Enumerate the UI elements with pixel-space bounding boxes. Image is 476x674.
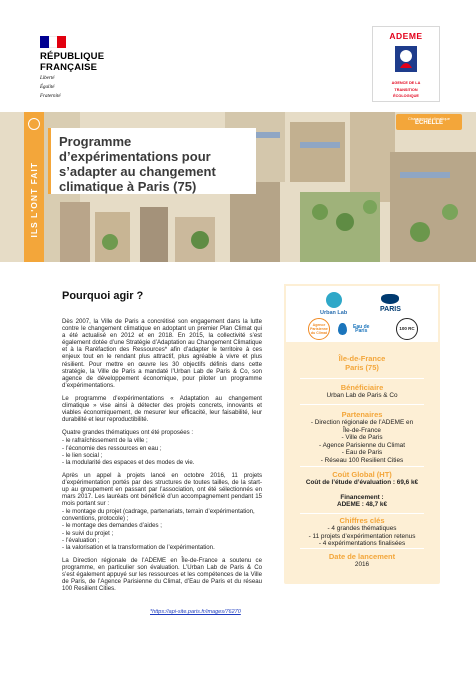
- divider: [300, 466, 424, 467]
- ademe-title: ADEME: [389, 31, 423, 41]
- list-item: - l’économie des ressources en eau ;: [62, 445, 262, 452]
- urban-lab-label: Urban Lab: [320, 310, 348, 316]
- page-title: Programme d’expérimentations pour s’adapter au changement climatique à Paris (75): [59, 134, 216, 194]
- support-list: [62, 508, 262, 551]
- paris-label: PARIS: [380, 306, 401, 313]
- ademe-sub-1: AGENCE DE LA: [391, 81, 421, 85]
- financement-value-text: ADEME : 48,7 k€: [336, 501, 388, 509]
- divider: [300, 404, 424, 405]
- paris-ship-icon: [381, 294, 399, 304]
- financement-label-text: Financement :: [340, 493, 384, 501]
- main-content: [62, 290, 262, 598]
- ademe-sub-3: ÉCOLOGIQUE: [393, 94, 419, 98]
- partenaire-item: - Agence Parisienne du Climat: [319, 441, 405, 449]
- divider: [300, 378, 424, 379]
- themes-list: [62, 437, 262, 465]
- chiffre-item: - 4 expérimentations finalisées: [318, 540, 406, 548]
- marianne-flag-icon: [40, 36, 66, 48]
- list-item: - le rafraîchissement de la ville ;: [62, 437, 262, 444]
- footnote-link[interactable]: *https://api-site.paris.fr/images/76270: [150, 609, 241, 615]
- eau-de-paris-label: Eau de Paris: [353, 324, 370, 334]
- paris-logo: [380, 294, 401, 313]
- financement-label: [284, 494, 440, 502]
- list-item: - la modularité des espaces et des modes de vie.: [62, 459, 262, 466]
- list-item: - le suivi du projet ;: [62, 530, 262, 537]
- beneficiaire-value: Urban Lab de Paris & Co: [326, 392, 398, 399]
- section-heading: Pourquoi agir ?: [62, 290, 144, 302]
- republique-line-2: FRANÇAISE: [40, 61, 98, 73]
- region-section: [284, 354, 440, 372]
- eau-de-paris-logo: [338, 318, 374, 340]
- paragraph-4: Après un appel à projets lancé en octobre 2016, 11 projets d’expérimentation portés par des structures de toutes tailles, de la start-up au groupement en passant par l’association, ont été sélectionnés en mars 2017. Les lauréats ont bénéficié d’un accompagnement pendant 15 mois portant sur :: [62, 471, 262, 508]
- agence-climat-logo: Agence Parisienne du Climat: [308, 318, 330, 340]
- republique-francaise-logo: [40, 36, 104, 100]
- motto-liberte: Liberté: [40, 76, 55, 81]
- 100-resilient-cities-logo: 100 RC: [396, 318, 418, 340]
- divider: [300, 548, 424, 549]
- list-item: - le montage des demandes d’aides ;: [62, 522, 262, 529]
- water-drop-icon: [338, 323, 347, 335]
- cout-section: [284, 470, 440, 509]
- chiffres-title: Chiffres clés: [339, 516, 385, 525]
- side-label-text: ILS L'ONT FAIT: [29, 162, 39, 238]
- title-box: [48, 128, 256, 194]
- region-title: Île-de-France: [338, 354, 386, 363]
- partenaires-title: Partenaires: [341, 410, 383, 419]
- list-item: - la valorisation et la transformation de l’expérimentation.: [62, 544, 262, 551]
- partenaire-item: - Direction régionale de l’ADEME en: [310, 419, 414, 426]
- chiffre-item: - 4 grandes thématiques: [327, 525, 397, 532]
- cout-evaluation: [284, 479, 440, 487]
- side-label: [24, 112, 44, 262]
- cout-title: Coût Global (HT): [332, 470, 392, 479]
- republique-line-1: RÉPUBLIQUE: [40, 51, 105, 62]
- partenaire-item: - Réseau 100 Resilient Cities: [320, 456, 404, 464]
- urban-lab-logo: [320, 292, 347, 316]
- date-section: [284, 552, 440, 569]
- partenaire-item: Île-de-France: [342, 426, 381, 434]
- scale-tag-big: ÉCHELLE: [414, 120, 443, 126]
- ademe-emblem-icon: [391, 44, 421, 74]
- divider: [300, 513, 424, 514]
- paragraph-2: Le programme d’expérimentations « Adaptation au changement climatique » vise ainsi à détecter des projets concrets, innovants et viables économiquement, de mesurer leur efficacité, leur faisabilité, leur durabilité et leur reproductibilité.: [62, 394, 262, 424]
- partner-logos: [284, 284, 440, 344]
- beneficiaire-section: [284, 383, 440, 400]
- page-header: [0, 0, 476, 100]
- list-item: - le montage du projet (cadrage, partenariats, terrain d’expérimentation, conventions, protocole) ;: [62, 508, 262, 522]
- urban-lab-icon: [326, 292, 342, 308]
- motto-fraternite: Fraternité: [40, 94, 61, 99]
- paragraph-1: Dès 2007, la Ville de Paris a concrétisé son engagement dans la lutte contre le changement climatique en adoptant un premier Plan Climat qui a été actualisé en 2012 et en 2018. En 2015, la collectivité s’est également dotée d’une Stratégie d’Adaptation au Changement Climatique et à la Raréfaction des Ressources* afin d’adapter le territoire à ces enjeux tout en le rendant plus attractif, plus agréable à vivre et plus résilient. Pour mettre en œuvre les 30 objectifs définis dans cette stratégie, la Ville de Paris a mandaté l’Urban Lab de Paris & Co, son agence de développement économique, pour piloter un programme d’expérimentations.: [62, 318, 262, 389]
- partenaire-item: - Eau de Paris: [341, 449, 383, 457]
- paragraph-3: Quatre grandes thématiques ont été proposées :: [62, 429, 194, 437]
- chiffre-item: - 11 projets d’expérimentation retenus: [308, 532, 416, 540]
- chiffres-section: [284, 516, 440, 548]
- beneficiaire-title: Bénéficiaire: [340, 383, 384, 392]
- ademe-sub-2: TRANSITION: [394, 87, 418, 92]
- paragraph-5: La Direction régionale de l’ADEME en Île-de-France a soutenu ce programme, en particulier son évaluation. L’Urban Lab de Paris & Co s’est également appuyé sur les ressources et les compétences de la Ville de Paris, de l’Agence Parisienne du Climat, d’Eau de Paris et du réseau 100 Resilient Cities.: [62, 556, 262, 593]
- region-sub: Paris (75): [345, 363, 379, 372]
- date-title: Date de lancement: [328, 552, 396, 561]
- cout-evaluation-text: Coût de l’étude d’évaluation : 69,6 k€: [305, 479, 419, 486]
- date-value: 2016: [354, 561, 370, 568]
- list-item: - l’évaluation ;: [62, 537, 262, 544]
- partenaire-item: - Ville de Paris: [341, 434, 383, 442]
- financement-value: [284, 501, 440, 509]
- list-item: - le lien social ;: [62, 452, 262, 459]
- partenaires-section: [284, 410, 440, 465]
- scale-tag-small: Changement climatique: [407, 116, 451, 121]
- scale-tag: [396, 114, 462, 130]
- ademe-logo: [372, 26, 440, 102]
- motto-egalite: Égalité: [40, 85, 55, 90]
